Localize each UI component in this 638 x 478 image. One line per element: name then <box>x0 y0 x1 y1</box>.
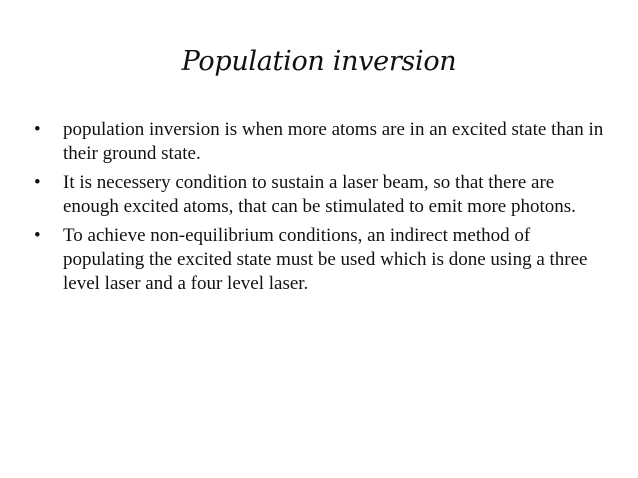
bullet-text: It is necessery condition to sustain a laser beam, so that there are enough excited atoms, that can be stimulated to emit more photons. <box>63 172 576 217</box>
bullet-icon: • <box>34 225 41 246</box>
bullet-icon: • <box>34 172 41 193</box>
bullet-item <box>34 224 604 296</box>
bullet-text: population inversion is when more atoms are in an excited state than in their ground state. <box>63 119 604 164</box>
bullet-item <box>34 171 604 219</box>
slide-title: Population inversion <box>181 46 457 77</box>
bullet-icon: • <box>34 119 41 140</box>
bullet-text: To achieve non-equilibrium conditions, an indirect method of populating the excited state must be used which is done using a three level laser and a four level laser. <box>63 225 588 294</box>
bullet-item <box>34 118 604 166</box>
bullet-list <box>34 118 604 301</box>
